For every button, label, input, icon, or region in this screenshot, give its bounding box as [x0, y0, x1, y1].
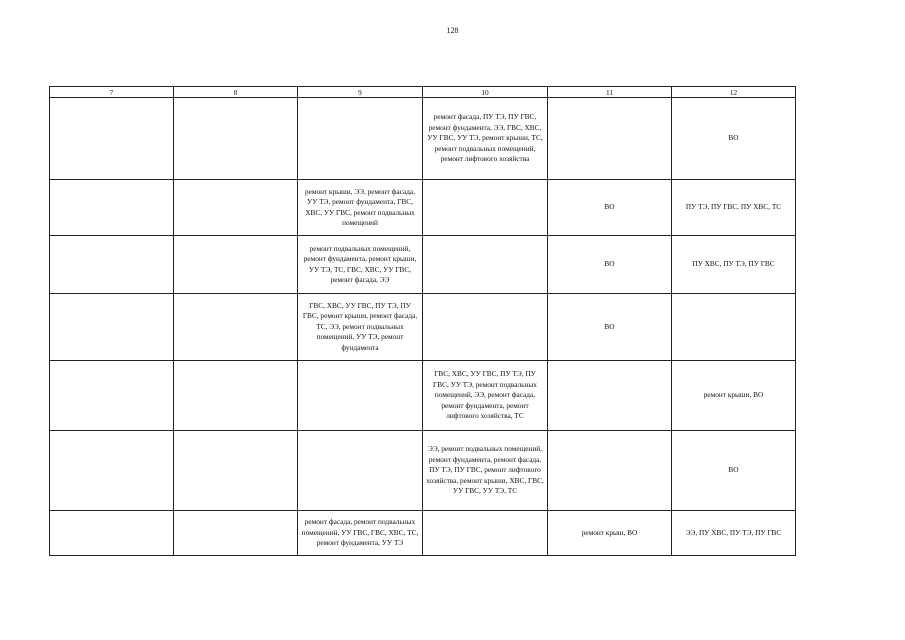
table-cell: ЭЭ, ПУ ХВС, ПУ ТЭ, ПУ ГВС [672, 511, 796, 556]
table-cell [174, 236, 298, 294]
column-header: 9 [298, 87, 423, 98]
table-cell: ВО [548, 294, 672, 361]
table-cell: ремонт крыши, ВО [672, 361, 796, 431]
table-cell [174, 180, 298, 236]
table-cell [50, 431, 174, 511]
table-cell [174, 431, 298, 511]
table-cell [174, 361, 298, 431]
table-cell: ВО [548, 236, 672, 294]
column-header: 7 [50, 87, 174, 98]
column-header: 11 [548, 87, 672, 98]
table-cell: ПУ ТЭ, ПУ ГВС, ПУ ХВС, ТС [672, 180, 796, 236]
table-cell: ЭЭ, ремонт подвальных помещений, ремонт фундамента, ремонт фасада, ПУ ТЭ, ПУ ГВС, ремонт лифтового хозяйства, ремонт крыши, ХВС, ГВС, УУ ГВС, УУ ТЭ, ТС [423, 431, 548, 511]
column-header: 8 [174, 87, 298, 98]
table-cell: ремонт подвальных помещений, ремонт фундамента, ремонт крыши, УУ ТЭ, ТС, ГВС, ХВС, УУ ГВС, ремонт фасада, ЭЭ [298, 236, 423, 294]
table-cell [50, 180, 174, 236]
table-row [50, 294, 796, 361]
table-cell [423, 294, 548, 361]
table-cell [423, 511, 548, 556]
table-cell: ремонт фасада, ремонт подвальных помещений, УУ ГВС, ГВС, ХВС, ТС, ремонт фундамента, УУ ТЭ [298, 511, 423, 556]
table-cell [174, 511, 298, 556]
table-cell: ГВС, ХВС, УУ ГВС, ПУ ТЭ, ПУ ГВС, УУ ТЭ, ремонт подвальных помещений, ЭЭ, ремонт фасада, ремонт фундамента, ремонт лифтового хозяйства, ТС [423, 361, 548, 431]
table-cell [548, 361, 672, 431]
table-cell [548, 431, 672, 511]
table-cell [50, 236, 174, 294]
table-cell [298, 361, 423, 431]
table-row [50, 431, 796, 511]
column-header: 10 [423, 87, 548, 98]
table-cell: ремонт крыш, ВО [548, 511, 672, 556]
table-row [50, 361, 796, 431]
table-cell: ВО [672, 431, 796, 511]
data-table [49, 86, 796, 556]
column-header: 12 [672, 87, 796, 98]
table-row [50, 511, 796, 556]
page-number: 128 [446, 26, 459, 35]
table-cell [672, 294, 796, 361]
table-cell: ГВС, ХВС, УУ ГВС, ПУ ТЭ, ПУ ГВС, ремонт крыши, ремонт фасада, ТС, ЭЭ, ремонт подвальных помещений, УУ ТЭ, ремонт фундамента [298, 294, 423, 361]
table-cell: ВО [548, 180, 672, 236]
table-cell [548, 98, 672, 180]
table-cell [174, 98, 298, 180]
table-row [50, 236, 796, 294]
table-cell [50, 511, 174, 556]
table-cell: ремонт фасада, ПУ ТЭ, ПУ ГВС, ремонт фундамента, ЭЭ, ГВС, ХВС, УУ ГВС, УУ ТЭ, ремонт крыши, ТС, ремонт подвальных помещений, ремонт лифтового хозяйства [423, 98, 548, 180]
table-row [50, 180, 796, 236]
header-row [50, 87, 796, 98]
table-cell: ремонт крыши, ЭЭ, ремонт фасада, УУ ТЭ, ремонт фундамента, ГВС, ХВС, УУ ГВС, ремонт подвальных помещений [298, 180, 423, 236]
table-row [50, 98, 796, 180]
table-cell [50, 294, 174, 361]
table-cell [423, 236, 548, 294]
table-cell: ВО [672, 98, 796, 180]
table-cell [50, 361, 174, 431]
table-cell [423, 180, 548, 236]
table-cell [298, 98, 423, 180]
table-cell [50, 98, 174, 180]
table-cell [174, 294, 298, 361]
table-cell [298, 431, 423, 511]
table-cell: ПУ ХВС, ПУ ТЭ, ПУ ГВС [672, 236, 796, 294]
